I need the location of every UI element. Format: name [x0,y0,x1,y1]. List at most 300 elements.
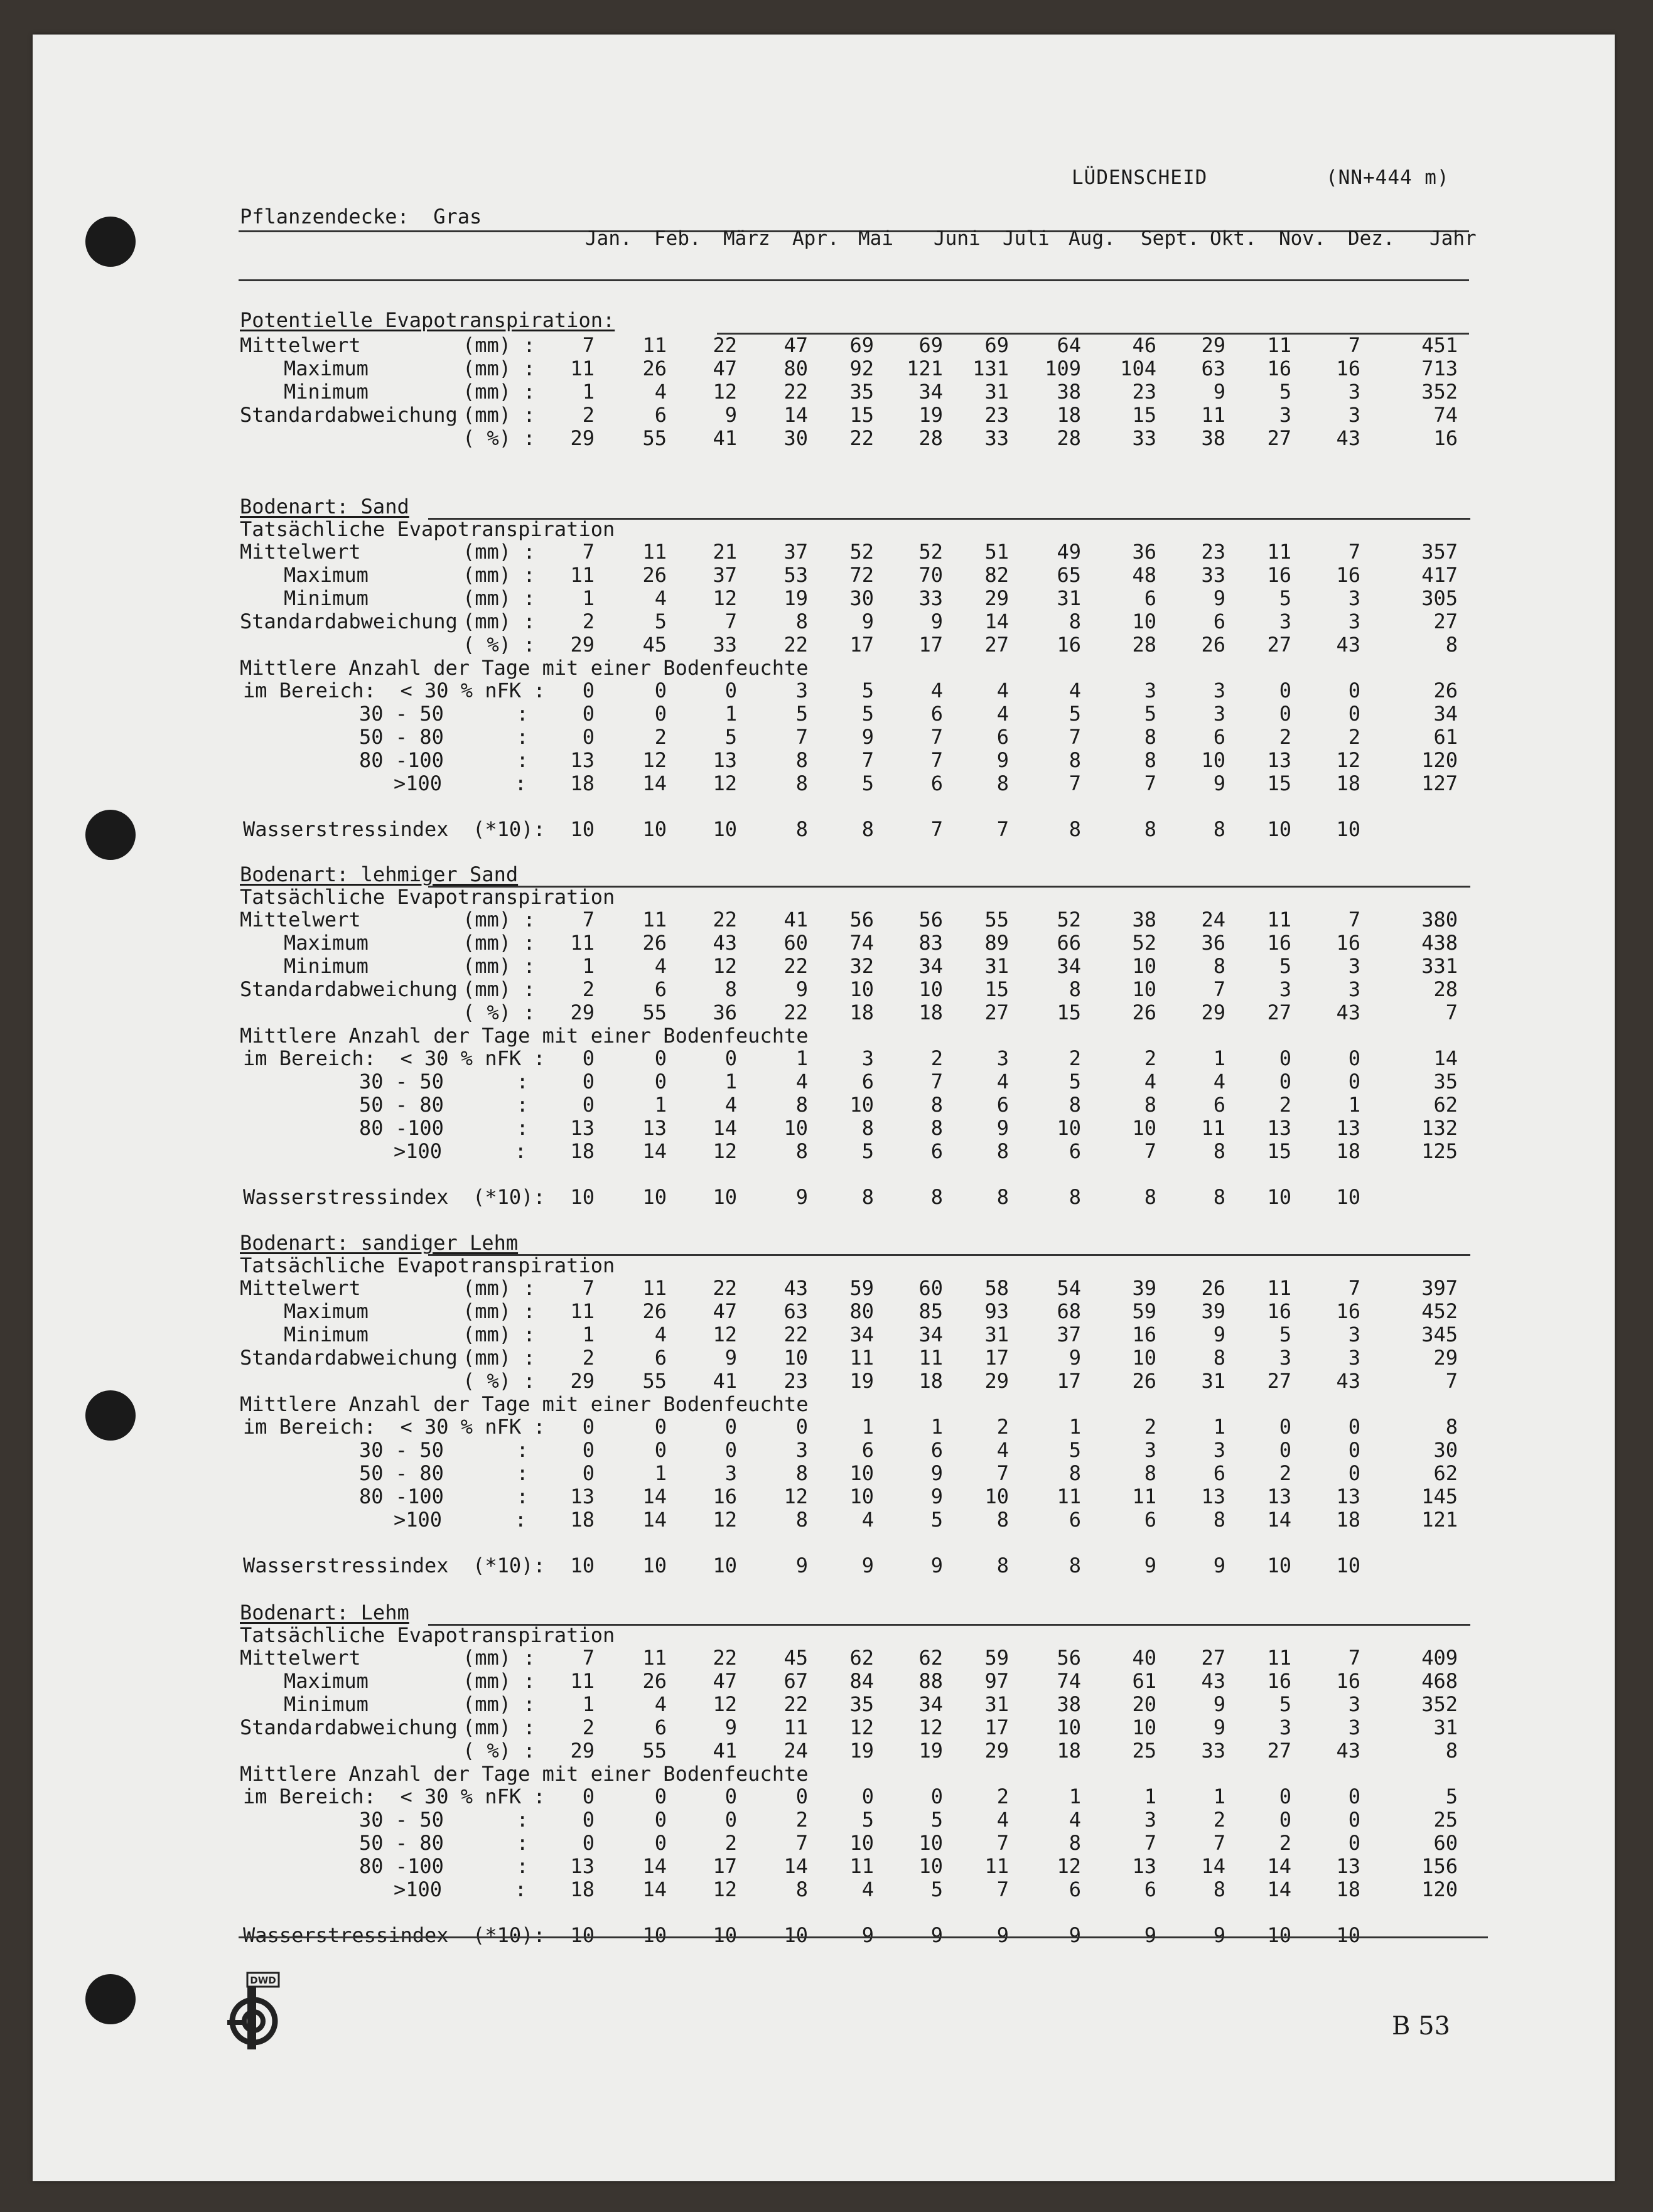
table-row [33,884,1615,910]
cell-value: 12 [713,1323,737,1346]
table-row [33,1761,1615,1786]
cell-value: 29 [1433,1346,1458,1370]
cell-value: 8 [795,748,808,772]
cell-value: 3 [1348,977,1360,1001]
cell-value: 8 [930,1185,943,1209]
cell-value: 11 [1132,1485,1156,1508]
cell-value: 11 [1201,403,1225,427]
cell-value: 11 [1057,1485,1081,1508]
cell-value: 397 [1421,1276,1458,1300]
cell-value: 8 [1144,725,1156,749]
cell-value: 0 [795,1415,808,1439]
cell-value: 15 [1057,1001,1081,1024]
cell-value: 16 [1267,931,1291,955]
cell-value: 29 [1201,333,1225,357]
row-label: Minimum [284,954,369,978]
cell-value: 5 [1445,1785,1458,1808]
cell-value: 31 [984,1692,1009,1716]
month-header: Dez. [1348,227,1395,250]
cell-value: 29 [984,586,1009,610]
table-row [33,1299,1615,1324]
cell-value: 47 [713,1669,737,1693]
cell-value: 8 [1069,1093,1081,1117]
cell-value: 14 [1201,1854,1225,1878]
cell-value: 9 [861,1923,874,1947]
cell-value: 16 [1267,1299,1291,1323]
cell-value: 6 [930,702,943,726]
cell-value: 38 [1132,908,1156,932]
cell-value: 3 [1348,1323,1360,1346]
cell-value: 7 [1144,1139,1156,1163]
cell-value: 4 [996,1808,1009,1832]
cell-value: 120 [1421,1877,1458,1901]
cell-value: 0 [724,679,737,702]
cell-value: 8 [795,817,808,841]
cell-value: 0 [654,1438,667,1462]
cell-value: 8 [861,817,874,841]
cell-value: 10 [642,1554,667,1577]
cell-value: 29 [570,1739,595,1763]
row-unit: (mm) : [463,333,536,357]
row-label: Mittelwert [240,333,361,357]
cell-value: 43 [1336,426,1360,450]
month-header: Apr. [792,227,839,250]
cell-value: 41 [713,426,737,450]
cell-value: 26 [642,931,667,955]
cell-value: 2 [1213,1808,1225,1832]
row-unit: (mm) : [463,609,536,633]
cell-value: 16 [1336,563,1360,587]
cell-value: 18 [849,1001,874,1024]
cell-value: 10 [1057,1715,1081,1739]
cell-value: 43 [1336,633,1360,657]
cell-value: 4 [861,1877,874,1901]
cell-value: 12 [1336,748,1360,772]
cell-value: 43 [1336,1001,1360,1024]
cell-value: 6 [1144,1508,1156,1532]
cell-value: 452 [1421,1299,1458,1323]
station-name: LÜDENSCHEID [1072,166,1208,189]
cell-value: 40 [1132,1646,1156,1670]
cell-value: 9 [1213,1692,1225,1716]
cell-value: 8 [1144,1461,1156,1485]
cell-value: 11 [849,1346,874,1370]
table-row [33,226,1615,251]
cell-value: 7 [582,908,595,932]
row-unit: (mm) : [463,1646,536,1670]
cell-value: 5 [861,702,874,726]
row-label: im Bereich: < 30 % nFK : [243,1415,546,1439]
row-label: 30 - 50 : [359,1070,529,1093]
table-row [33,1092,1615,1117]
cell-value: 39 [1132,1276,1156,1300]
cell-value: 4 [996,1070,1009,1093]
table-row [33,1830,1615,1855]
cell-value: 8 [795,1139,808,1163]
row-unit: (mm) : [463,563,536,587]
cell-value: 33 [918,586,943,610]
table-row [33,1645,1615,1670]
cell-value: 55 [642,1001,667,1024]
cell-value: 9 [930,1461,943,1485]
cell-value: 0 [1348,1785,1360,1808]
cell-value: 8 [996,771,1009,795]
cell-value: 3 [1279,609,1291,633]
month-header: Juli [1003,227,1050,250]
cell-value: 8 [1445,633,1458,657]
cell-value: 8 [724,977,737,1001]
cell-value: 0 [582,1808,595,1832]
cell-value: 82 [984,563,1009,587]
table-row [33,1437,1615,1463]
cell-value: 6 [930,1139,943,1163]
section-title: Bodenart: sandiger Lehm [240,1231,519,1255]
table-row [33,930,1615,955]
cell-value: 11 [849,1854,874,1878]
subsection-title: Tatsächliche Evapotranspiration [240,1623,615,1647]
cell-value: 7 [996,817,1009,841]
cell-value: 6 [1144,586,1156,610]
row-label: Mittelwert [240,908,361,932]
cell-value: 29 [570,426,595,450]
subsection-title: Tatsächliche Evapotranspiration [240,885,615,909]
table-row [33,426,1615,451]
cell-value: 59 [849,1276,874,1300]
cell-value: 15 [984,977,1009,1001]
table-row [33,953,1615,979]
cell-value: 0 [1279,1415,1291,1439]
cell-value: 0 [1279,1785,1291,1808]
cell-value: 10 [849,1485,874,1508]
table-row [33,1322,1615,1347]
cell-value: 27 [1267,1739,1291,1763]
cell-value: 3 [1279,1715,1291,1739]
cell-value: 4 [996,702,1009,726]
cell-value: 9 [1213,771,1225,795]
row-label: Maximum [284,357,369,380]
cell-value: 74 [1057,1669,1081,1693]
cell-value: 16 [1433,426,1458,450]
cell-value: 5 [930,1877,943,1901]
cell-value: 18 [1336,1139,1360,1163]
cell-value: 34 [1433,702,1458,726]
month-header: März [723,227,770,250]
table-row [33,1668,1615,1694]
month-header: Mai [858,227,893,250]
cell-value: 5 [1279,954,1291,978]
cell-value: 8 [1069,817,1081,841]
cell-value: 1 [1348,1093,1360,1117]
cell-value: 27 [1267,426,1291,450]
cell-value: 4 [654,380,667,404]
cell-value: 12 [713,1139,737,1163]
cell-value: 35 [1433,1070,1458,1093]
cell-value: 10 [570,1923,595,1947]
cell-value: 13 [1336,1485,1360,1508]
cell-value: 0 [582,1831,595,1855]
cell-value: 18 [1057,1739,1081,1763]
cell-value: 43 [1336,1369,1360,1393]
cell-value: 0 [724,1046,737,1070]
row-label: Standardabweichung [240,1715,458,1739]
cell-value: 3 [795,679,808,702]
cell-value: 14 [984,609,1009,633]
cell-value: 8 [930,1116,943,1140]
cell-value: 35 [849,380,874,404]
cell-value: 4 [1069,679,1081,702]
row-label: 50 - 80 : [359,725,529,749]
cell-value: 2 [1279,1093,1291,1117]
table-row [33,1000,1615,1025]
cell-value: 5 [795,702,808,726]
cell-value: 13 [1336,1116,1360,1140]
cell-value: 13 [1336,1854,1360,1878]
cell-value: 0 [654,1046,667,1070]
cell-value: 10 [713,1554,737,1577]
cell-value: 7 [996,1831,1009,1855]
cell-value: 8 [1144,1185,1156,1209]
cell-value: 3 [724,1461,737,1485]
row-label: >100 : [394,1508,527,1532]
cell-value: 38 [1057,380,1081,404]
cell-value: 3 [1348,403,1360,427]
cell-value: 29 [1201,1001,1225,1024]
cell-value: 145 [1421,1485,1458,1508]
cell-value: 6 [930,1438,943,1462]
cell-value: 4 [1213,1070,1225,1093]
cell-value: 4 [861,1508,874,1532]
cell-value: 7 [930,817,943,841]
cell-value: 8 [795,1508,808,1532]
row-label: Standardabweichung [240,977,458,1001]
table-row [33,1507,1615,1532]
cell-value: 58 [984,1276,1009,1300]
cell-value: 0 [1348,702,1360,726]
cell-value: 0 [724,1808,737,1832]
cell-value: 43 [1336,1739,1360,1763]
row-unit: (mm) : [463,931,536,955]
cell-value: 52 [918,540,943,564]
cell-value: 47 [783,333,808,357]
cell-value: 10 [783,1346,808,1370]
cell-value: 10 [1267,817,1291,841]
cell-value: 13 [570,1854,595,1878]
table-row [33,562,1615,588]
row-label: 80 -100 : [359,1116,529,1140]
cell-value: 54 [1057,1276,1081,1300]
subsection-title: Tatsächliche Evapotranspiration [240,517,615,541]
cell-value: 7 [795,1831,808,1855]
cell-value: 8 [795,1093,808,1117]
row-label: 80 -100 : [359,1485,529,1508]
cell-value: 0 [1348,1461,1360,1485]
cell-value: 9 [795,977,808,1001]
cell-value: 0 [654,1808,667,1832]
cell-value: 10 [642,817,667,841]
cell-value: 5 [1144,702,1156,726]
cell-value: 51 [984,540,1009,564]
table-row [33,539,1615,564]
cell-value: 417 [1421,563,1458,587]
stress-index-label: Wasserstressindex (*10): [243,1923,546,1947]
cell-value: 10 [713,1185,737,1209]
cell-value: 7 [582,1276,595,1300]
cell-value: 10 [713,1923,737,1947]
cell-value: 0 [582,1415,595,1439]
cell-value: 31 [984,1323,1009,1346]
cell-value: 35 [849,1692,874,1716]
row-unit: (mm) : [463,357,536,380]
table-row [33,1253,1615,1278]
cell-value: 9 [1144,1923,1156,1947]
row-unit: ( %) : [463,426,536,450]
cell-value: 15 [849,403,874,427]
cell-value: 18 [1336,1508,1360,1532]
cell-value: 3 [1144,679,1156,702]
section-title: Bodenart: Lehm [240,1601,409,1624]
cell-value: 0 [1279,1046,1291,1070]
cell-value: 5 [1069,1070,1081,1093]
cell-value: 156 [1421,1854,1458,1878]
cell-value: 26 [1201,1276,1225,1300]
cell-value: 2 [1348,725,1360,749]
cell-value: 19 [849,1739,874,1763]
cell-value: 37 [1057,1323,1081,1346]
cell-value: 7 [1144,1831,1156,1855]
cell-value: 28 [1057,426,1081,450]
cell-value: 33 [1201,1739,1225,1763]
cell-value: 52 [849,540,874,564]
cell-value: 0 [1279,679,1291,702]
cell-value: 11 [642,333,667,357]
cell-value: 33 [1201,563,1225,587]
cell-value: 8 [1069,748,1081,772]
cell-value: 13 [1267,1116,1291,1140]
cell-value: 0 [582,679,595,702]
cell-value: 22 [783,1692,808,1716]
cell-value: 3 [795,1438,808,1462]
cell-value: 3 [1348,609,1360,633]
cell-value: 14 [642,1139,667,1163]
cell-value: 0 [654,1785,667,1808]
cell-value: 8 [861,1185,874,1209]
cell-value: 11 [984,1854,1009,1878]
cell-value: 9 [996,748,1009,772]
cell-value: 16 [1336,357,1360,380]
row-unit: (mm) : [463,1346,536,1370]
row-label: Maximum [284,931,369,955]
cell-value: 1 [1069,1785,1081,1808]
cell-value: 18 [570,771,595,795]
cell-value: 2 [795,1808,808,1832]
cell-value: 16 [1267,563,1291,587]
rule-line [239,1936,1488,1938]
cell-value: 7 [795,725,808,749]
cell-value: 6 [996,1093,1009,1117]
cell-value: 6 [1069,1877,1081,1901]
cell-value: 0 [654,702,667,726]
cell-value: 8 [1069,1461,1081,1485]
cell-value: 8 [996,1508,1009,1532]
cell-value: 15 [1267,1139,1291,1163]
cell-value: 4 [1069,1808,1081,1832]
cell-value: 10 [1267,1923,1291,1947]
cell-value: 12 [713,380,737,404]
cell-value: 11 [783,1715,808,1739]
cell-value: 14 [642,1854,667,1878]
cell-value: 6 [654,1346,667,1370]
row-unit: (mm) : [463,586,536,610]
cell-value: 8 [861,1116,874,1140]
cell-value: 9 [861,1554,874,1577]
cell-value: 20 [1132,1692,1156,1716]
cell-value: 10 [1057,1116,1081,1140]
cell-value: 5 [861,1139,874,1163]
cell-value: 3 [996,1046,1009,1070]
month-header: Feb. [654,227,701,250]
cell-value: 2 [582,977,595,1001]
cell-value: 33 [1132,426,1156,450]
table-row [33,748,1615,773]
table-row [33,771,1615,796]
cell-value: 10 [918,1854,943,1878]
cell-value: 3 [1348,586,1360,610]
cell-value: 13 [570,1485,595,1508]
row-unit: ( %) : [463,633,536,657]
cell-value: 18 [570,1508,595,1532]
cell-value: 9 [1213,380,1225,404]
cell-value: 7 [1348,333,1360,357]
cell-value: 13 [713,748,737,772]
cell-value: 1 [1069,1415,1081,1439]
cell-value: 22 [849,426,874,450]
row-label: 50 - 80 : [359,1093,529,1117]
cell-value: 8 [1213,817,1225,841]
cell-value: 22 [783,1001,808,1024]
cell-value: 27 [1267,633,1291,657]
days-title: Mittlere Anzahl der Tage mit einer Bodenfeuchte [240,1392,809,1416]
cell-value: 5 [930,1508,943,1532]
cell-value: 30 [849,586,874,610]
cell-value: 11 [570,931,595,955]
cell-value: 18 [570,1139,595,1163]
cell-value: 8 [1213,1139,1225,1163]
table-row [33,655,1615,680]
cell-value: 0 [654,679,667,702]
table-row [33,1184,1615,1210]
cell-value: 5 [861,679,874,702]
cell-value: 0 [1279,1070,1291,1093]
cell-value: 12 [713,1508,737,1532]
cell-value: 13 [1132,1854,1156,1878]
cell-value: 67 [783,1669,808,1693]
cell-value: 5 [1279,1323,1291,1346]
cell-value: 1 [582,954,595,978]
cell-value: 22 [783,380,808,404]
cell-value: 7 [1069,771,1081,795]
cell-value: 23 [984,403,1009,427]
cell-value: 3 [1348,1715,1360,1739]
cell-value: 12 [713,1877,737,1901]
cell-value: 31 [1057,586,1081,610]
cell-value: 36 [713,1001,737,1024]
row-unit: (mm) : [463,977,536,1001]
cell-value: 12 [713,954,737,978]
cell-value: 13 [642,1116,667,1140]
cell-value: 132 [1421,1116,1458,1140]
cell-value: 17 [849,633,874,657]
cell-value: 6 [1213,1461,1225,1485]
